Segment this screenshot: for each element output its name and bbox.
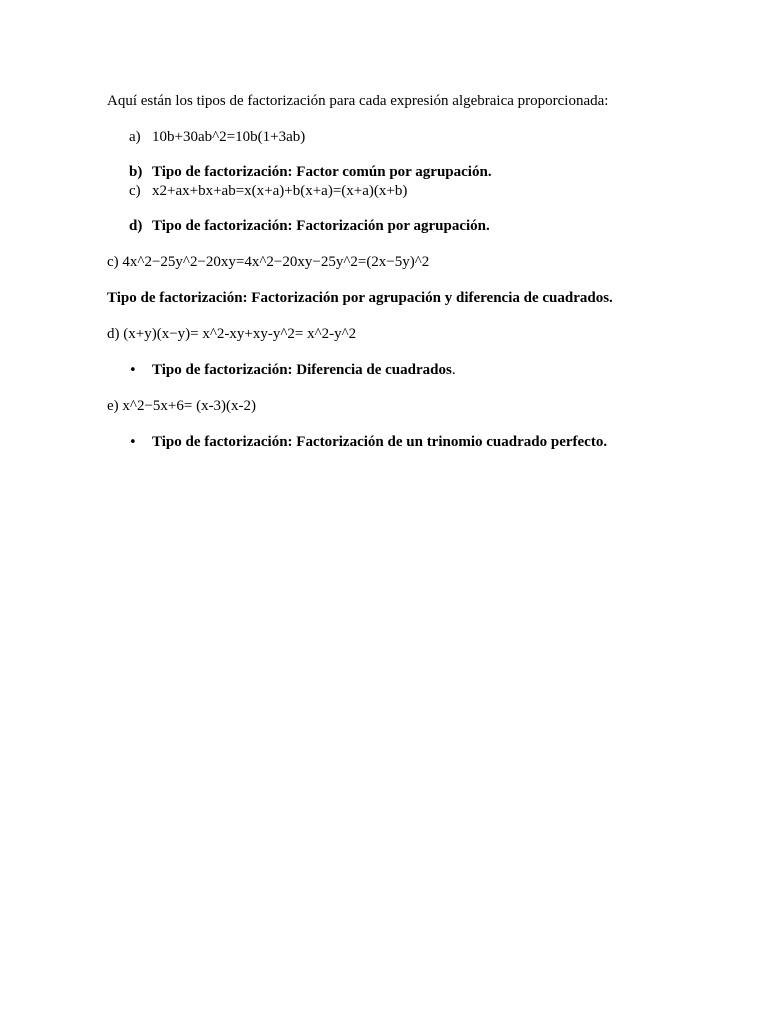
expression-c: c) 4x^2−25y^2−20xy=4x^2−20xy−25y^2=(2x−5y)^2 xyxy=(107,254,430,270)
list-marker: b) xyxy=(129,164,143,180)
bullet-bold-text: Tipo de factorización: Diferencia de cuadrados xyxy=(152,362,452,378)
bullet-icon: • xyxy=(129,363,137,378)
bullet-icon: • xyxy=(129,435,137,450)
list-item-d xyxy=(129,217,490,235)
list-item-text: Tipo de factorización: Factor común por agrupación. xyxy=(152,164,492,180)
list-item-text: Tipo de factorización: Factorización por agrupación. xyxy=(152,218,490,234)
list-marker: c) xyxy=(129,183,141,199)
list-item-text: x2+ax+bx+ab=x(x+a)+b(x+a)=(x+a)(x+b) xyxy=(152,183,408,199)
list-item-c xyxy=(129,182,407,200)
expression-d: d) (x+y)(x−y)= x^2-xy+xy-y^2= x^2-y^2 xyxy=(107,326,357,342)
bullet-tail-text: . xyxy=(451,362,456,378)
list-item-b xyxy=(129,163,492,181)
list-item-a xyxy=(129,128,305,146)
expression-e: e) x^2−5x+6= (x-3)(x-2) xyxy=(107,398,257,414)
list-item-text: 10b+30ab^2=10b(1+3ab) xyxy=(152,129,306,145)
list-marker: a) xyxy=(129,129,141,145)
list-marker: d) xyxy=(129,218,143,234)
intro-paragraph: Aquí están los tipos de factorización para cada expresión algebraica proporcionada: xyxy=(107,93,609,109)
bullet-item-d xyxy=(129,361,456,380)
bullet-bold-text: Tipo de factorización: Factorización de un trinomio cuadrado perfecto. xyxy=(152,434,608,450)
factorization-type-c: Tipo de factorización: Factorización por agrupación y diferencia de cuadrados. xyxy=(107,290,613,306)
bullet-item-e xyxy=(129,433,607,452)
